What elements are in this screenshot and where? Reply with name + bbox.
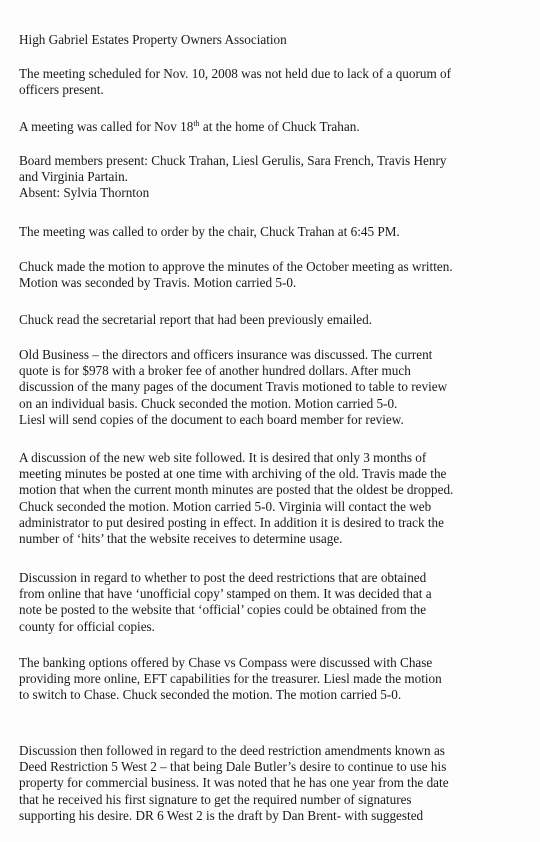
paragraph-deed-restrictions-posting xyxy=(19,570,534,635)
text-line: number of ‘hits’ that the website receives to determine usage. xyxy=(19,531,343,547)
text-line: Board members present: Chuck Trahan, Liesl Gerulis, Sara French, Travis Henry xyxy=(19,153,447,168)
title-line: High Gabriel Estates Property Owners Association xyxy=(19,32,287,47)
text-line: Deed Restriction 5 West 2 – that being Dale Butler’s desire to continue to use his xyxy=(19,759,447,775)
paragraph-old-business xyxy=(19,347,534,428)
paragraph-call-to-order xyxy=(19,224,534,240)
text-line: The meeting scheduled for Nov. 10, 2008 was not held due to lack of a quorum of xyxy=(19,66,452,81)
text-line: discussion of the many pages of the document Travis motioned to table to review xyxy=(19,379,448,395)
text-line: quote is for $978 with a broker fee of another hundred dollars. After much xyxy=(19,363,411,379)
text-line: that he received his first signature to get the required number of signatures xyxy=(19,791,412,807)
text-line: on an individual basis. Chuck seconded the motion. Motion carried 5-0. xyxy=(19,395,398,411)
text-line: to switch to Chase. Chuck seconded the motion. The motion carried 5-0. xyxy=(19,687,402,703)
text-line: Motion was seconded by Travis. Motion carried 5-0. xyxy=(19,275,297,291)
text-line: meeting minutes be posted at one time with archiving of the old. Travis made the xyxy=(19,466,447,482)
text-line: motion that when the current month minutes are posted that the oldest be dropped. xyxy=(19,482,454,498)
superscript: th xyxy=(193,119,200,128)
paragraph-banking xyxy=(19,655,534,704)
text-line: Discussion then followed in regard to the deed restriction amendments known as xyxy=(19,743,445,758)
paragraph-no-quorum xyxy=(19,66,534,98)
text-line: Absent: Sylvia Thornton xyxy=(19,185,150,201)
paragraph-meeting-called xyxy=(19,119,534,135)
text-line: and Virginia Partain. xyxy=(19,169,128,185)
text-line: administrator to put desired posting in effect. In addition it is desired to track the xyxy=(19,514,444,530)
text-line: county for official copies. xyxy=(19,618,155,634)
text-line: Chuck made the motion to approve the minutes of the October meeting as written. xyxy=(19,259,453,274)
text-line: A discussion of the new web site followed. It is desired that only 3 months of xyxy=(19,450,427,465)
document-title xyxy=(19,32,534,48)
text-segment: A meeting was called for Nov 18 xyxy=(19,119,194,134)
text-line xyxy=(19,119,534,135)
paragraph-secretarial-report xyxy=(19,312,534,328)
paragraph-attendance xyxy=(19,153,534,202)
text-line: Discussion in regard to whether to post the deed restrictions that are obtained xyxy=(19,570,427,585)
text-line: providing more online, EFT capabilities for the treasurer. Liesl made the motion xyxy=(19,671,442,687)
text-line: property for commercial business. It was noted that he has one year from the date xyxy=(19,775,449,791)
text-line: Chuck seconded the motion. Motion carried 5-0. Virginia will contact the web xyxy=(19,498,432,514)
paragraph-deed-amendments xyxy=(19,743,534,824)
paragraph-minutes-approval xyxy=(19,259,534,291)
text-line: The meeting was called to order by the chair, Chuck Trahan at 6:45 PM. xyxy=(19,224,400,239)
text-line: supporting his desire. DR 6 West 2 is the draft by Dan Brent- with suggested xyxy=(19,807,424,823)
text-line: Chuck read the secretarial report that had been previously emailed. xyxy=(19,312,372,327)
text-segment: at the home of Chuck Trahan. xyxy=(199,119,360,134)
text-line: The banking options offered by Chase vs Compass were discussed with Chase xyxy=(19,655,433,670)
text-line: from online that have ‘unofficial copy’ stamped on them. It was decided that a xyxy=(19,586,432,602)
text-line: officers present. xyxy=(19,82,104,98)
text-line: Liesl will send copies of the document to each board member for review. xyxy=(19,411,404,427)
text-line: note be posted to the website that ‘official’ copies could be obtained from the xyxy=(19,602,427,618)
text-line: Old Business – the directors and officers insurance was discussed. The current xyxy=(19,347,433,362)
paragraph-web-site xyxy=(19,450,534,547)
